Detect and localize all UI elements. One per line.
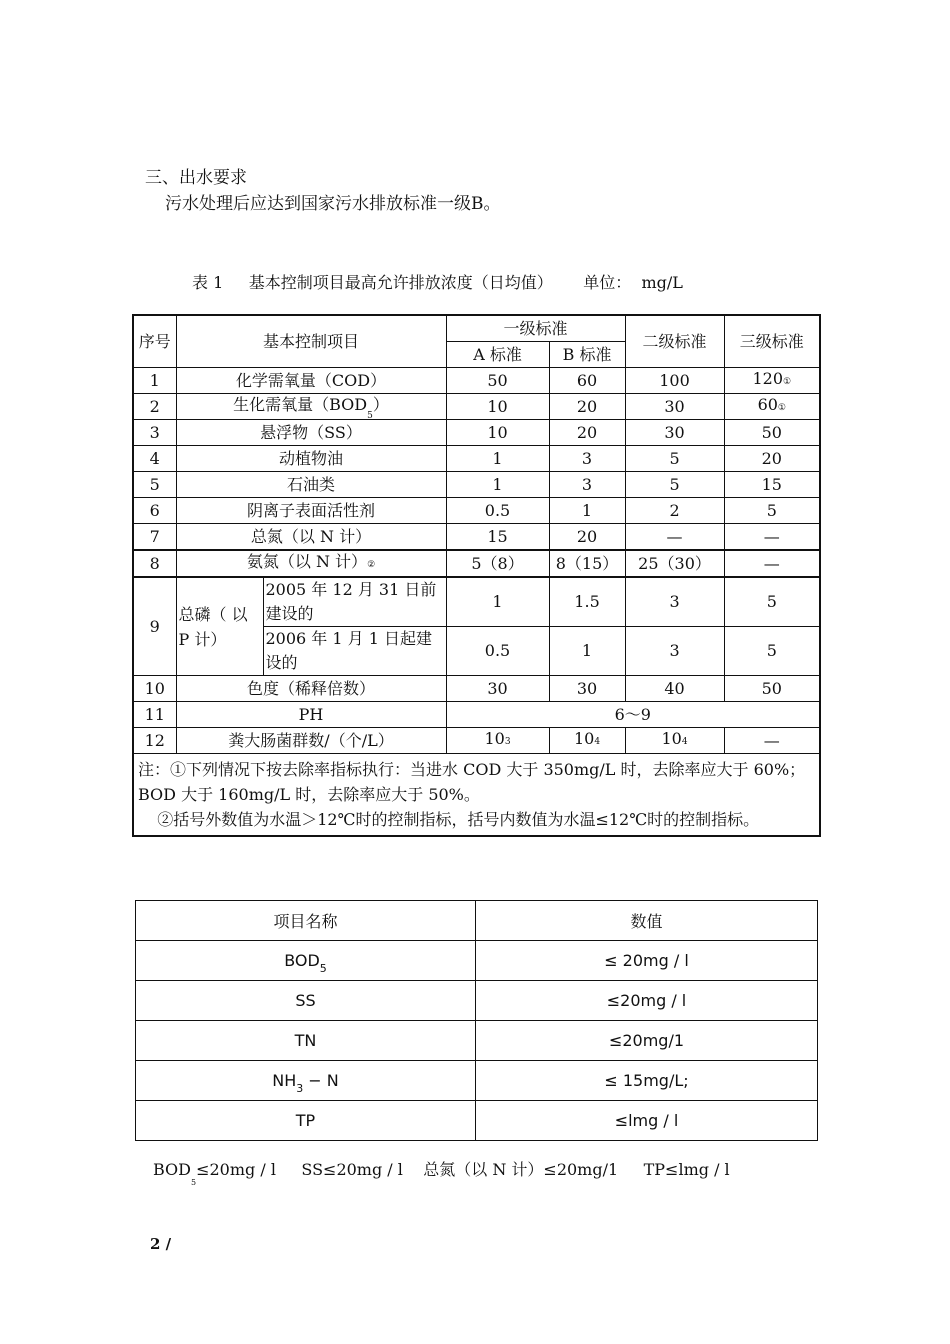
row-l2: 5 xyxy=(625,472,724,498)
name-tail: − N xyxy=(303,1071,339,1090)
row-l3: 50 xyxy=(724,420,820,446)
summary-bod-value: ≤20mg / l xyxy=(196,1160,276,1179)
row-b: 3 xyxy=(549,472,625,498)
caption-title: 基本控制项目最高允许排放浓度（日均值） xyxy=(248,273,553,292)
value: 10 xyxy=(484,729,505,748)
table1-caption xyxy=(192,270,683,293)
table-row xyxy=(133,446,820,472)
exponent: 3 xyxy=(504,737,511,747)
row-l2 xyxy=(625,728,724,754)
note-2: ②括号外数值为水温＞12℃时的控制指标，括号内数值为水温≤12℃时的控制指标。 xyxy=(157,810,760,829)
caption-unit: mg/L xyxy=(641,273,683,292)
row-a xyxy=(446,728,549,754)
row-l2: 2 xyxy=(625,498,724,524)
row-l3: 20 xyxy=(724,446,820,472)
row-no: 7 xyxy=(133,524,176,551)
row-item xyxy=(176,550,446,577)
header-item: 基本控制项目 xyxy=(176,315,446,368)
row-l3: 5 xyxy=(724,498,820,524)
item-name: TP xyxy=(136,1101,476,1141)
table-row xyxy=(136,1061,818,1101)
item-name xyxy=(136,1061,476,1101)
notes xyxy=(133,754,820,837)
table-row xyxy=(136,1101,818,1141)
tp-label: 总磷（ 以 P 计） xyxy=(176,577,263,676)
row-a: 0.5 xyxy=(446,498,549,524)
row-a: 5（8） xyxy=(446,550,549,577)
row-no: 10 xyxy=(133,676,176,702)
value: 120 xyxy=(752,369,784,388)
row-l3 xyxy=(724,394,820,420)
item-value: ≤20mg/1 xyxy=(476,1021,818,1061)
row-b: 1.5 xyxy=(549,577,625,627)
row-item: 动植物油 xyxy=(176,446,446,472)
tp-sub2: 2006 年 1 月 1 日起建设的 xyxy=(263,627,446,676)
row-l3: — xyxy=(724,524,820,551)
table-row xyxy=(133,676,820,702)
table-row xyxy=(133,498,820,524)
row-item: PH xyxy=(176,702,446,728)
value: 10 xyxy=(573,729,595,748)
row-l3: — xyxy=(724,550,820,577)
tp-sub1: 2005 年 12 月 31 日前建设的 xyxy=(263,577,446,627)
row-no: 6 xyxy=(133,498,176,524)
row-a: 15 xyxy=(446,524,549,551)
row-item: 化学需氧量（COD） xyxy=(176,368,446,394)
value: 60 xyxy=(757,395,778,414)
table-row xyxy=(133,702,820,728)
table-row xyxy=(133,472,820,498)
row-a: 50 xyxy=(446,368,549,394)
item-text: 生化需氧量（BOD xyxy=(233,395,368,414)
table-row xyxy=(133,420,820,446)
row-l2: 100 xyxy=(625,368,724,394)
table-row xyxy=(133,577,820,627)
table-row xyxy=(133,550,820,577)
footnote-mark: ② xyxy=(367,560,376,570)
row-l2: 30 xyxy=(625,420,724,446)
note-1: 注：①下列情况下按去除率指标执行：当进水 COD 大于 350mg/L 时，去除率应大于 60%；BOD 大于 160mg/L 时，去除率应大于 50%。 xyxy=(138,760,806,804)
summary-ss: SS≤20mg / l xyxy=(301,1160,403,1179)
row-no: 8 xyxy=(133,550,176,577)
row-item: 石油类 xyxy=(176,472,446,498)
table-row xyxy=(133,524,820,551)
row-l3: 5 xyxy=(724,577,820,627)
summary-line xyxy=(153,1157,730,1187)
row-a: 0.5 xyxy=(446,627,549,676)
row-no: 2 xyxy=(133,394,176,420)
item-value: ≤ 15mg/L; xyxy=(476,1061,818,1101)
name-text: BOD xyxy=(284,951,320,970)
row-a: 10 xyxy=(446,420,549,446)
row-l2: 5 xyxy=(625,446,724,472)
row-item: 色度（稀释倍数） xyxy=(176,676,446,702)
summary-tp: TP≤lmg / l xyxy=(643,1160,730,1179)
item-text: 氨氮（以 N 计） xyxy=(246,552,368,571)
name-text: NH xyxy=(272,1071,297,1090)
subscript: 5 xyxy=(191,1178,197,1187)
footnote-mark: ① xyxy=(777,403,786,413)
row-b: 20 xyxy=(549,524,625,551)
table-row xyxy=(133,368,820,394)
notes-row xyxy=(133,754,820,837)
row-l3 xyxy=(724,368,820,394)
row-no: 5 xyxy=(133,472,176,498)
section-body: 污水处理后应达到国家污水排放标准一级B。 xyxy=(165,194,501,214)
row-a: 1 xyxy=(446,577,549,627)
table-row xyxy=(136,981,818,1021)
row-a: 10 xyxy=(446,394,549,420)
row-item: 总氮（以 N 计） xyxy=(176,524,446,551)
table-row xyxy=(133,394,820,420)
row-b: 8（15） xyxy=(549,550,625,577)
header-row xyxy=(133,315,820,342)
header-level1a: A 标准 xyxy=(446,342,549,368)
section-title: 三、出水要求 xyxy=(145,168,247,188)
summary-bod: BOD xyxy=(153,1160,191,1179)
row-l3: 5 xyxy=(724,627,820,676)
item-value: ≤ 20mg / l xyxy=(476,941,818,981)
row-b: 20 xyxy=(549,394,625,420)
row-l2: 3 xyxy=(625,627,724,676)
header-value: 数值 xyxy=(476,901,818,941)
row-l3: 50 xyxy=(724,676,820,702)
item-value: ≤lmg / l xyxy=(476,1101,818,1141)
item-value: ≤20mg / l xyxy=(476,981,818,1021)
subscript: 5 xyxy=(367,411,373,421)
row-l2: 30 xyxy=(625,394,724,420)
item-name xyxy=(136,941,476,981)
header-name: 项目名称 xyxy=(136,901,476,941)
header-no: 序号 xyxy=(133,315,176,368)
row-l3: — xyxy=(724,728,820,754)
row-item: 悬浮物（SS） xyxy=(176,420,446,446)
table-row xyxy=(136,941,818,981)
header-level1: 一级标准 xyxy=(446,315,625,342)
row-no: 12 xyxy=(133,728,176,754)
row-item: 粪大肠菌群数/（个/L） xyxy=(176,728,446,754)
item-name: SS xyxy=(136,981,476,1021)
row-l2: 40 xyxy=(625,676,724,702)
row-b: 20 xyxy=(549,420,625,446)
row-no: 1 xyxy=(133,368,176,394)
row-b: 30 xyxy=(549,676,625,702)
row-l2: — xyxy=(625,524,724,551)
row-no: 9 xyxy=(133,577,176,676)
header-level1b: B 标准 xyxy=(549,342,625,368)
subscript: 5 xyxy=(319,962,327,975)
row-l3: 15 xyxy=(724,472,820,498)
item-tail: ） xyxy=(372,395,389,414)
row-l2: 3 xyxy=(625,577,724,627)
exponent: 4 xyxy=(681,737,688,747)
row-b xyxy=(549,728,625,754)
row-b: 3 xyxy=(549,446,625,472)
row-l2: 25（30） xyxy=(625,550,724,577)
value: 10 xyxy=(661,729,682,748)
exponent: 4 xyxy=(594,737,601,747)
row-a: 30 xyxy=(446,676,549,702)
page-number: 2 / xyxy=(150,1235,172,1253)
header-level2: 二级标准 xyxy=(625,315,724,368)
table-row xyxy=(133,728,820,754)
footnote-mark: ① xyxy=(783,377,792,387)
row-a: 1 xyxy=(446,472,549,498)
row-no: 11 xyxy=(133,702,176,728)
row-no: 4 xyxy=(133,446,176,472)
caption-unit-label: 单位： xyxy=(583,273,632,292)
standards-table xyxy=(132,314,821,837)
row-item xyxy=(176,394,446,420)
row-b: 1 xyxy=(549,627,625,676)
row-b: 60 xyxy=(549,368,625,394)
summary-tn: 总氮（以 N 计）≤20mg/1 xyxy=(423,1160,619,1179)
header-row xyxy=(136,901,818,941)
header-level3: 三级标准 xyxy=(724,315,820,368)
row-item: 阴离子表面活性剂 xyxy=(176,498,446,524)
row-b: 1 xyxy=(549,498,625,524)
caption-label: 表 1 xyxy=(192,273,224,292)
subscript: 3 xyxy=(296,1082,304,1095)
effluent-table xyxy=(135,900,818,1141)
row-a: 1 xyxy=(446,446,549,472)
row-no: 3 xyxy=(133,420,176,446)
item-name: TN xyxy=(136,1021,476,1061)
table-row xyxy=(136,1021,818,1061)
ph-range: 6～9 xyxy=(446,702,820,728)
